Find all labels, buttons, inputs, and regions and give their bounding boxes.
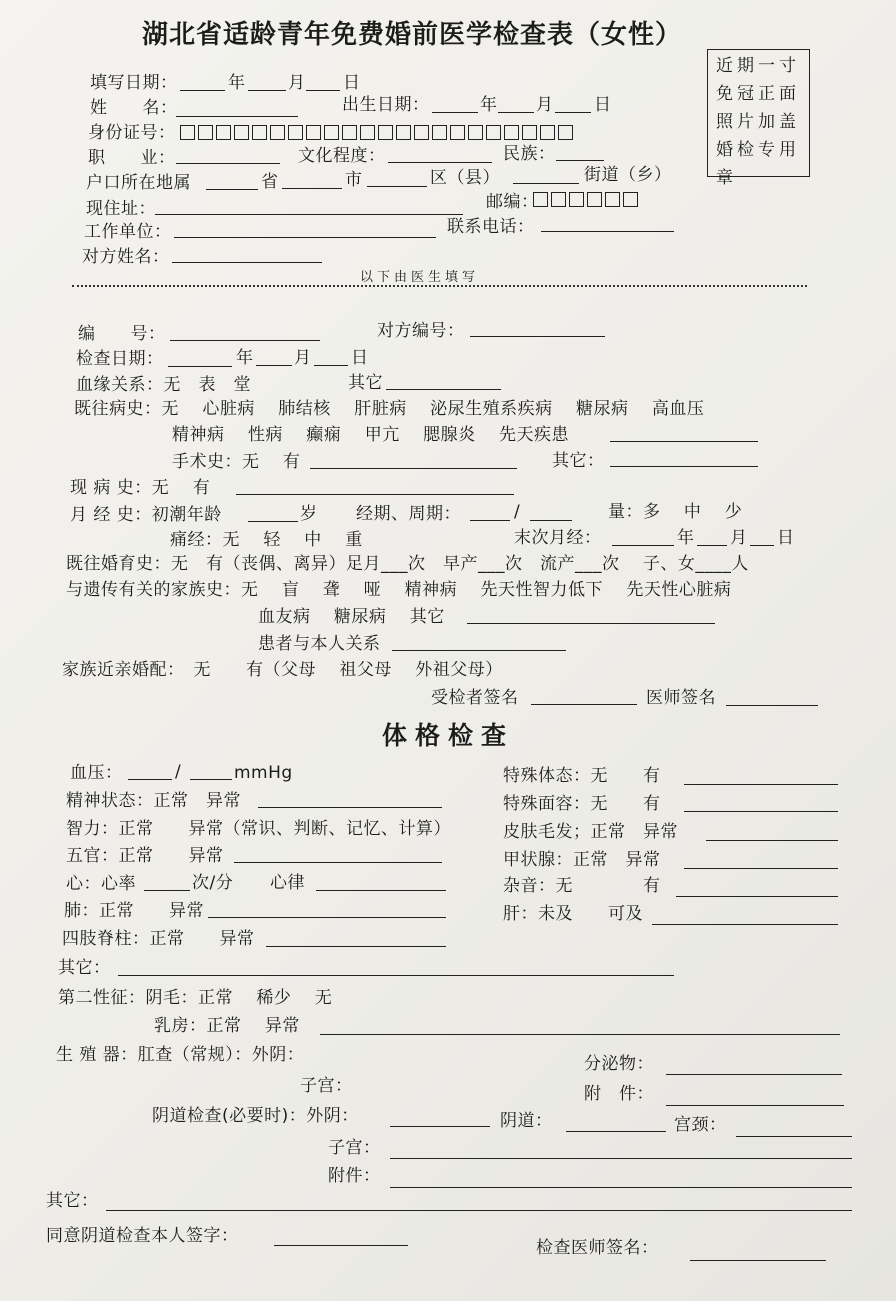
doctor-sign2-label: 检查医师签名： — [536, 1238, 659, 1258]
adnexa2-field[interactable] — [390, 1187, 852, 1188]
ethnicity-field[interactable] — [556, 160, 604, 161]
fill-month-field[interactable] — [248, 90, 286, 91]
hukou-street-field[interactable] — [513, 183, 579, 184]
vaginal-exam-label: 阴道检查(必要时)：外阴： — [152, 1106, 359, 1126]
consanguinity-label: 家族近亲婚配： 无 有（父母 祖父母 外祖父母） — [62, 660, 503, 680]
surgery-field[interactable] — [310, 468, 517, 469]
month-label: 月 — [536, 95, 554, 115]
address-field[interactable] — [155, 214, 463, 215]
breast-label: 乳房：正常 异常 — [154, 1016, 300, 1036]
posture-label: 特殊体态：无 有 — [503, 766, 661, 786]
heart-rate-field[interactable] — [144, 890, 190, 891]
examinee-sign-field[interactable] — [531, 704, 637, 705]
thyroid-field[interactable] — [684, 868, 838, 869]
photo-box-line: 章 — [716, 168, 737, 188]
month-label: 月 — [288, 73, 306, 93]
genital-label: 生 殖 器：肛查（常规）：外阴： — [56, 1045, 305, 1065]
adnexa-label: 附 件： — [584, 1084, 654, 1104]
menarche-label: 月 经 史：初潮年龄 — [70, 505, 222, 525]
street-label: 街道（乡） — [584, 165, 672, 185]
senses-label: 五官：正常 异常 — [66, 846, 224, 866]
address-label: 现住址： — [86, 199, 156, 219]
month-label: 月 — [730, 528, 748, 548]
exam-year-field[interactable] — [168, 366, 232, 367]
last-period-year-field[interactable] — [612, 545, 674, 546]
fill-day-field[interactable] — [306, 90, 340, 91]
liver-label: 肝：未及 可及 — [503, 904, 643, 924]
lung-label: 肺：正常 异常 — [64, 901, 204, 921]
workplace-field[interactable] — [174, 237, 436, 238]
postcode-label: 邮编： — [486, 192, 539, 212]
postcode-boxes[interactable] — [533, 192, 638, 207]
relation-field[interactable] — [392, 650, 566, 651]
present-illness-field[interactable] — [236, 494, 514, 495]
murmur-field[interactable] — [676, 896, 838, 897]
breast-field[interactable] — [320, 1034, 840, 1035]
lung-field[interactable] — [208, 917, 446, 918]
secondary-sex-label: 第二性征：阴毛：正常 稀少 无 — [58, 988, 333, 1008]
cervix-label: 宫颈： — [674, 1115, 727, 1135]
birth-month-field[interactable] — [498, 112, 534, 113]
murmur-label: 杂音：无 有 — [503, 876, 661, 896]
vagina-label: 阴道： — [500, 1111, 553, 1131]
partner-name-field[interactable] — [172, 262, 322, 263]
family-history-label-2: 血友病 糖尿病 其它 — [258, 607, 445, 627]
bp-systolic-field[interactable] — [128, 779, 172, 780]
other-field[interactable] — [118, 975, 674, 976]
face-field[interactable] — [684, 811, 838, 812]
other2-field[interactable] — [106, 1210, 852, 1211]
bp-unit: mmHg — [234, 763, 293, 783]
year-label: 年 — [228, 73, 246, 93]
cervix-field[interactable] — [736, 1136, 852, 1137]
mental-state-label: 精神状态：正常 异常 — [66, 791, 241, 811]
section-divider — [72, 285, 807, 287]
bp-label: 血压： — [70, 763, 123, 783]
adnexa-field[interactable] — [666, 1105, 844, 1106]
surgery-other-field[interactable] — [610, 466, 758, 467]
liver-field[interactable] — [652, 924, 838, 925]
day-label: 日 — [777, 528, 795, 548]
id-number-boxes[interactable] — [180, 125, 573, 140]
education-label: 文化程度： — [298, 146, 386, 166]
menarche-age-field[interactable] — [248, 521, 298, 522]
uterus2-label: 子宫： — [328, 1138, 381, 1158]
surgery-other-label: 其它： — [552, 451, 605, 471]
birth-day-field[interactable] — [555, 112, 591, 113]
partner-number-label: 对方编号： — [377, 321, 465, 341]
birth-date-label: 出生日期： — [342, 95, 430, 115]
form-title: 湖北省适龄青年免费婚前医学检查表（女性） — [142, 20, 683, 50]
secretion-field[interactable] — [666, 1074, 842, 1075]
ethnicity-label: 民族： — [503, 144, 556, 164]
exam-month-field[interactable] — [256, 365, 292, 366]
relation-label: 患者与本人关系 — [258, 634, 381, 654]
number-label: 编 号： — [78, 324, 166, 344]
other-label: 其它： — [58, 958, 111, 978]
district-label: 区（县） — [430, 168, 500, 188]
period-label: 经期、周期： — [356, 504, 461, 524]
physical-exam-title: 体格检查 — [382, 721, 515, 750]
city-label: 市 — [345, 170, 363, 190]
family-history-label: 与遗传有关的家族史：无 盲 聋 哑 精神病 先天性智力低下 先天性心脏病 — [66, 580, 732, 600]
last-period-label: 末次月经： — [514, 528, 602, 548]
mental-state-field[interactable] — [258, 807, 442, 808]
photo-box-line: 婚检专用 — [716, 140, 800, 160]
name-label: 姓 名： — [90, 98, 178, 118]
present-illness-label: 现 病 史：无 有 — [70, 478, 211, 498]
doctor-section-note: 以下由医生填写 — [360, 270, 480, 285]
photo-box-line: 免冠正面 — [716, 84, 800, 104]
day-label: 日 — [351, 348, 369, 368]
phone-label: 联系电话： — [447, 217, 535, 237]
province-label: 省 — [261, 172, 279, 192]
id-number-label: 身份证号： — [88, 123, 176, 143]
hukou-district-field[interactable] — [367, 186, 427, 187]
other2-label: 其它： — [46, 1191, 99, 1211]
occupation-label: 职 业： — [88, 148, 176, 168]
hukou-city-field[interactable] — [282, 188, 342, 189]
past-illness-label: 既往病史：无 心脏病 肺结核 肝脏病 泌尿生殖系疾病 糖尿病 高血压 — [74, 399, 705, 419]
uterus2-field[interactable] — [390, 1158, 852, 1159]
day-label: 日 — [343, 73, 361, 93]
age-unit-label: 岁 — [300, 504, 318, 524]
phone-field[interactable] — [541, 231, 674, 232]
photo-box-line: 照片加盖 — [716, 112, 800, 132]
doctor-sign2-field[interactable] — [690, 1260, 826, 1261]
posture-field[interactable] — [684, 784, 838, 785]
senses-field[interactable] — [234, 862, 442, 863]
family-history-other-field[interactable] — [467, 623, 715, 624]
exam-date-label: 检查日期： — [76, 349, 164, 369]
last-period-day-field[interactable] — [750, 545, 774, 546]
doctor-sign-field[interactable] — [726, 705, 818, 706]
bp-diastolic-field[interactable] — [190, 779, 232, 780]
hukou-label: 户口所在地属 — [86, 173, 191, 193]
skin-field[interactable] — [706, 840, 838, 841]
workplace-label: 工作单位： — [84, 222, 172, 242]
fill-year-field[interactable] — [180, 90, 225, 91]
face-label: 特殊面容：无 有 — [503, 794, 661, 814]
period-days-field[interactable] — [470, 520, 510, 521]
thyroid-label: 甲状腺：正常 异常 — [503, 850, 661, 870]
month-label: 月 — [294, 348, 312, 368]
blood-relation-label: 血缘关系：无 表 堂 — [76, 375, 251, 395]
rhythm-label: 心律 — [270, 873, 305, 893]
exam-day-field[interactable] — [314, 365, 348, 366]
hukou-province-field[interactable] — [206, 189, 258, 190]
photo-box-line: 近期一寸 — [716, 56, 800, 76]
congenital-field[interactable] — [610, 441, 758, 442]
partner-name-label: 对方姓名： — [82, 247, 170, 267]
day-label: 日 — [594, 95, 612, 115]
dysmenorrhea-label: 痛经：无 轻 中 重 — [170, 530, 363, 550]
skin-label: 皮肤毛发；正常 异常 — [503, 822, 678, 842]
surgery-label: 手术史：无 有 — [172, 452, 301, 472]
heart-rate-unit: 次/分 — [192, 873, 234, 893]
doctor-sign-label: 医师签名 — [646, 688, 716, 708]
birth-year-field[interactable] — [432, 112, 478, 113]
past-illness-label-2: 精神病 性病 癫痫 甲亢 腮腺炎 先天疾患 — [172, 425, 570, 445]
bp-slash: / — [175, 762, 182, 782]
secretion-label: 分泌物： — [584, 1054, 654, 1074]
marriage-history-label: 既往婚育史：无 有（丧偶、离异）足月___次 早产___次 流产___次 子、女____人 — [66, 554, 749, 574]
number-field[interactable] — [170, 340, 320, 341]
vaginal-vulva-field[interactable] — [390, 1126, 490, 1127]
examinee-sign-label: 受检者签名 — [431, 688, 519, 708]
year-label: 年 — [236, 348, 254, 368]
fill-date-label: 填写日期： — [90, 73, 178, 93]
rhythm-field[interactable] — [316, 890, 446, 891]
year-label: 年 — [677, 528, 695, 548]
consent-label: 同意阴道检查本人签字： — [46, 1226, 239, 1246]
vagina-field[interactable] — [566, 1131, 666, 1132]
partner-number-field[interactable] — [470, 336, 605, 337]
uterus-label: 子宫： — [300, 1076, 353, 1096]
adnexa2-label: 附件： — [328, 1166, 381, 1186]
intelligence-label: 智力：正常 异常（常识、判断、记忆、计算） — [66, 819, 451, 839]
volume-label: 量：多 中 少 — [608, 502, 743, 522]
blood-relation-other-label: 其它 — [348, 373, 383, 393]
last-period-month-field[interactable] — [697, 545, 727, 546]
photo-box — [707, 49, 810, 188]
period-cycle-field[interactable] — [530, 520, 572, 521]
heart-rate-label: 心：心率 — [66, 874, 136, 894]
occupation-field[interactable] — [176, 163, 280, 164]
limbs-field[interactable] — [266, 946, 446, 947]
name-field[interactable] — [176, 116, 298, 117]
education-field[interactable] — [388, 162, 492, 163]
limbs-label: 四肢脊柱：正常 异常 — [62, 929, 255, 949]
year-label: 年 — [480, 95, 498, 115]
blood-relation-other-field[interactable] — [386, 389, 501, 390]
period-slash: / — [514, 502, 521, 522]
consent-sign-field[interactable] — [274, 1245, 408, 1246]
